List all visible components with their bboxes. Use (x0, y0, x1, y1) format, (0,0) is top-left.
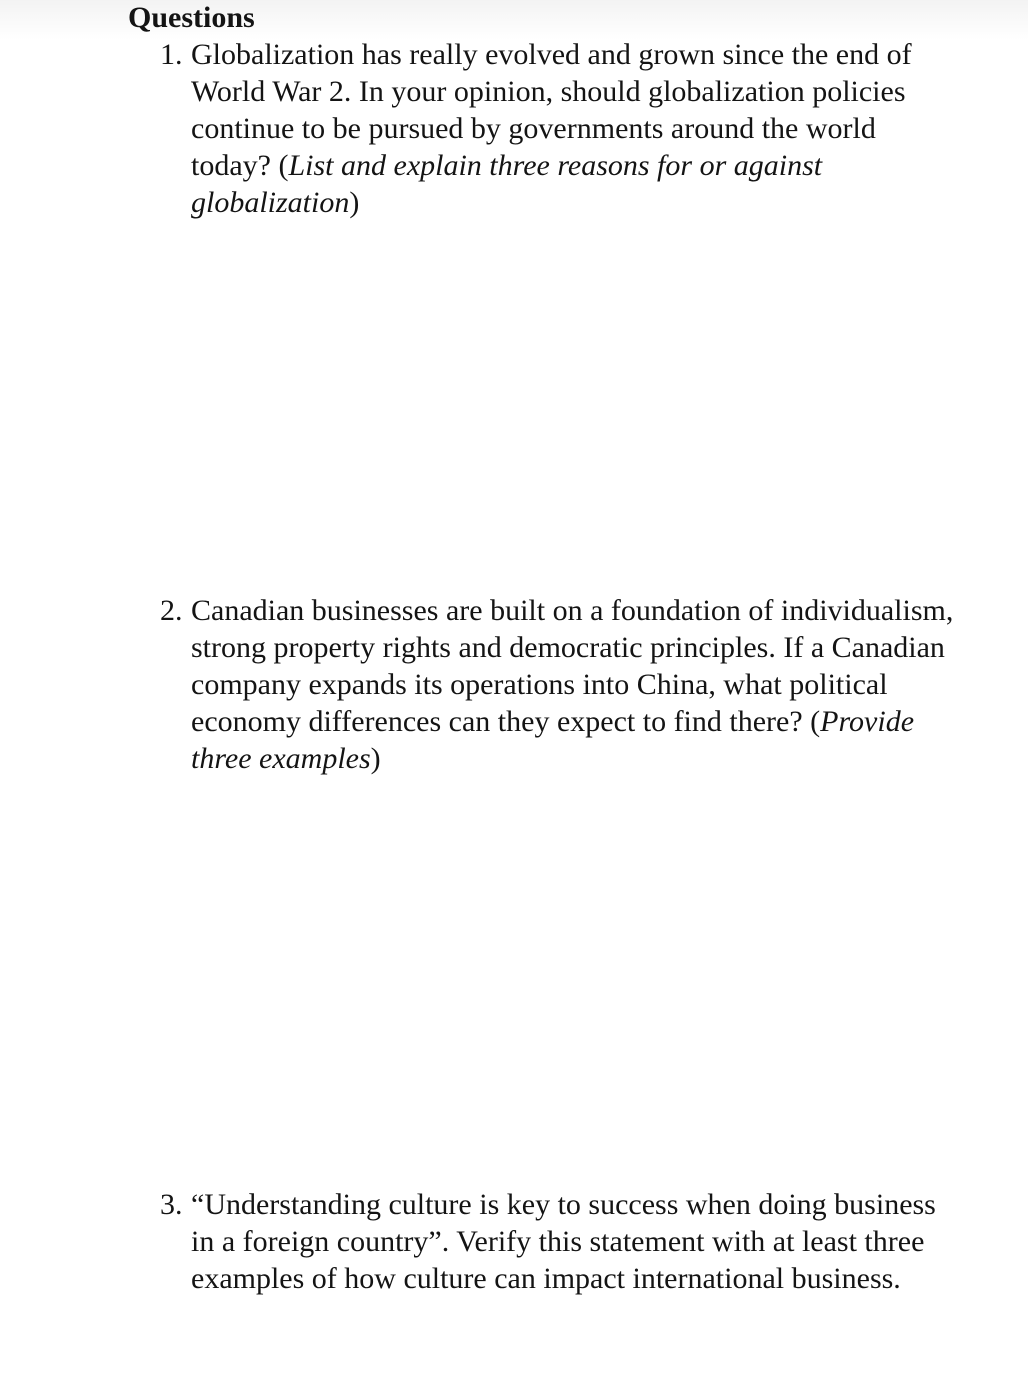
question-suffix: ) (370, 742, 381, 775)
question-1 (160, 36, 960, 221)
question-instruction: List and explain three reasons for or against globalization (191, 149, 823, 219)
question-text (191, 592, 960, 777)
question-number: 1. (160, 38, 183, 71)
page-heading: Questions (128, 1, 255, 34)
question-number: 2. (160, 594, 183, 627)
question-instruction: Provide three examples (191, 705, 915, 775)
question-prompt: “Understanding culture is key to success when doing business in a foreign country”. Verify this statement with at least three examples of how culture can impact international business. (191, 1188, 936, 1295)
question-3 (160, 1186, 960, 1297)
question-prompt: Globalization has really evolved and grown since the end of World War 2. In your opinion, should globalization policies continue to be pursued by governments around the world today? ( (191, 38, 912, 182)
question-number: 3. (160, 1188, 183, 1221)
question-text (191, 36, 960, 221)
question-prompt: Canadian businesses are built on a foundation of individualism, strong property rights and democratic principles. If a Canadian company expands its operations into China, what political economy differences can they expect to find there? ( (191, 594, 954, 738)
question-2 (160, 592, 960, 777)
question-text (191, 1186, 960, 1297)
question-suffix: ) (349, 186, 360, 219)
